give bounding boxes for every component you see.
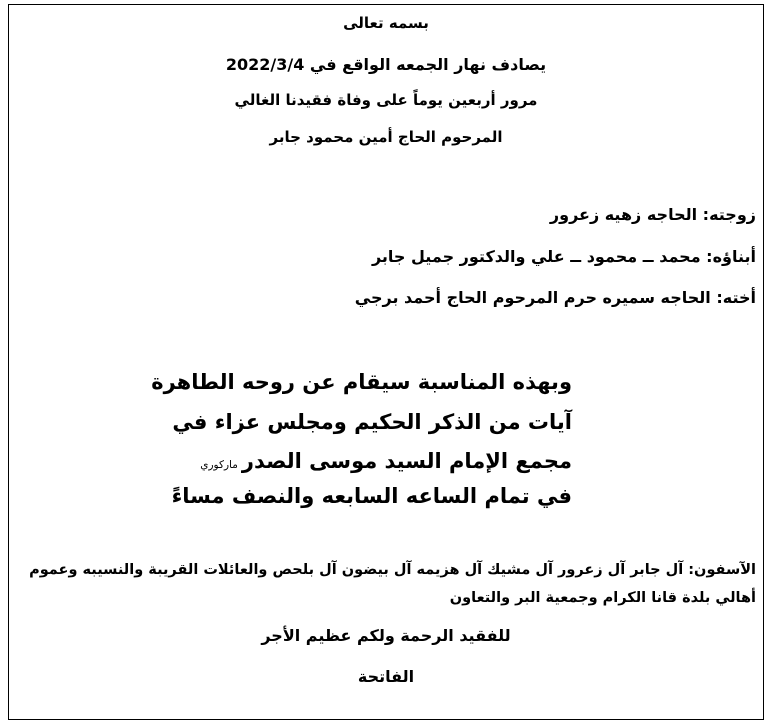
sons-line: أبناؤه: محمد ــ محمود ــ علي والدكتور جميل جابر (371, 247, 756, 266)
venue-note: ماركوري (200, 459, 238, 471)
mourners-line-1: الآسفون: آل جابر آل زعرور آل مشيك آل هزيمه آل بيضون آل بلحص والعائلات القريبة والنسيبه وعموم (29, 562, 756, 578)
ceremony-line-2: آيات من الذكر الحكيم ومجلس عزاء في (172, 410, 572, 434)
fatiha-line: الفاتحة (357, 667, 415, 686)
deceased-name: المرحوم الحاج أمين محمود جابر (269, 128, 503, 146)
ceremony-line-3 (200, 449, 572, 473)
page-border (8, 4, 764, 720)
ceremony-line-1: وبهذه المناسبة سيقام عن روحه الطاهرة (151, 370, 572, 394)
wife-line: زوجته: الحاجه زهيه زعرور (549, 205, 756, 224)
venue-name: مجمع الإمام السيد موسى الصدر (241, 449, 572, 473)
ceremony-line-4: في تمام الساعه السابعه والنصف مساءً (171, 484, 572, 508)
sister-line: أخته: الحاجه سميره حرم المرحوم الحاج أحمد برجي (354, 288, 756, 307)
mourners-line-2: أهالي بلدة قانا الكرام وجمعية البر والتعاون (449, 590, 756, 606)
date-line: يصادف نهار الجمعه الواقع في 2022/3/4 (225, 55, 547, 74)
closing-line: للفقيد الرحمة ولكم عظيم الأجر (261, 626, 511, 645)
basmala-line: بسمه تعالى (343, 14, 429, 32)
fortieth-day-line: مرور أربعين يوماً على وفاة فقيدنا الغالي (234, 91, 538, 109)
